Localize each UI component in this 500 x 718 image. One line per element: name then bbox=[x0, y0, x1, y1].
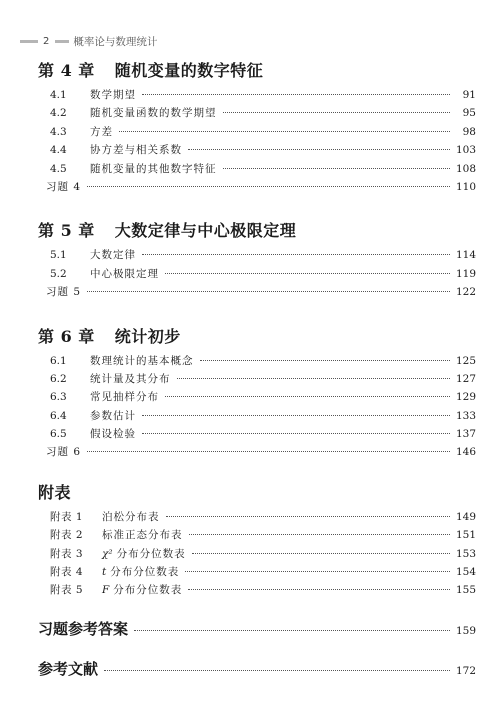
dot-leader bbox=[142, 254, 450, 255]
page-ref: 133 bbox=[455, 409, 476, 422]
section-title: 假设检验 bbox=[90, 428, 136, 441]
appendix-section bbox=[38, 478, 476, 600]
toc-entry[interactable] bbox=[38, 86, 476, 104]
toc-appendix-entry[interactable] bbox=[38, 563, 476, 581]
appendix-item-title: 分布分位数表 bbox=[110, 566, 180, 579]
distribution-symbol: t bbox=[102, 566, 107, 579]
toc-references-entry[interactable] bbox=[38, 652, 476, 686]
toc-entry[interactable] bbox=[38, 141, 476, 159]
section-number: 4.1 bbox=[50, 89, 67, 101]
chapter-4 bbox=[38, 56, 476, 196]
page-ref: 154 bbox=[455, 566, 476, 579]
page-ref: 108 bbox=[455, 162, 476, 175]
section-number: 6.2 bbox=[50, 372, 67, 385]
section-title: 大数定律 bbox=[90, 249, 136, 262]
chapter-title: 统计初步 bbox=[114, 326, 181, 346]
toc-entry[interactable] bbox=[38, 123, 476, 141]
appendix-item-title: 分布分位数表 bbox=[113, 584, 183, 597]
appendix-number: 附表 4 bbox=[50, 566, 84, 579]
dot-leader bbox=[185, 571, 450, 572]
section-number: 6.3 bbox=[50, 391, 67, 404]
section-title: 统计量及其分布 bbox=[90, 372, 171, 385]
appendix-number: 附表 5 bbox=[50, 584, 84, 597]
dot-leader bbox=[119, 131, 450, 132]
dot-leader bbox=[87, 291, 450, 292]
dot-leader bbox=[104, 670, 450, 671]
section-number: 4.5 bbox=[50, 162, 67, 175]
section-number: 4.2 bbox=[50, 107, 67, 120]
page-ref: 155 bbox=[455, 584, 476, 597]
toc-entry[interactable] bbox=[38, 370, 476, 388]
page-ref: 110 bbox=[455, 180, 476, 193]
page-ref: 119 bbox=[455, 267, 476, 280]
appendix-item-title: 标准正态分布表 bbox=[102, 529, 183, 542]
toc-entry[interactable] bbox=[38, 104, 476, 122]
chapter-number: 第 5 章 bbox=[38, 221, 95, 241]
page-ref: 172 bbox=[455, 664, 476, 677]
page-ref: 103 bbox=[455, 144, 476, 157]
page-ref: 98 bbox=[462, 125, 476, 138]
table-of-contents bbox=[38, 56, 476, 686]
section-title: 随机变量的其他数字特征 bbox=[90, 162, 217, 175]
page-ref: 125 bbox=[455, 354, 476, 367]
dot-leader bbox=[87, 451, 450, 452]
dot-leader bbox=[200, 360, 450, 361]
section-title: 中心极限定理 bbox=[90, 267, 159, 280]
toc-entry[interactable] bbox=[38, 425, 476, 443]
toc-entry[interactable] bbox=[38, 388, 476, 406]
chapter-title: 大数定律与中心极限定理 bbox=[114, 221, 297, 241]
page-ref: 146 bbox=[455, 446, 476, 459]
dot-leader bbox=[87, 186, 450, 187]
dot-leader bbox=[223, 112, 451, 113]
chapter-heading[interactable] bbox=[38, 56, 476, 86]
page-ref: 127 bbox=[455, 372, 476, 385]
dot-leader bbox=[165, 273, 450, 274]
toc-exercise-entry[interactable] bbox=[38, 178, 476, 196]
section-title: 数学期望 bbox=[90, 89, 136, 101]
chapter-title: 随机变量的数字特征 bbox=[114, 61, 264, 80]
dot-leader bbox=[165, 396, 450, 397]
section-number: 6.5 bbox=[50, 428, 67, 441]
toc-appendix-entry[interactable] bbox=[38, 508, 476, 526]
page-ref: 153 bbox=[455, 547, 476, 560]
page-ref: 91 bbox=[462, 89, 476, 101]
distribution-symbol: χ² bbox=[102, 547, 113, 560]
appendix-title: 附表 bbox=[38, 482, 72, 502]
toc-entry[interactable] bbox=[38, 352, 476, 370]
chapter-number: 第 6 章 bbox=[38, 326, 95, 346]
section-title: 常见抽样分布 bbox=[90, 391, 159, 404]
appendix-item-title: 泊松分布表 bbox=[102, 510, 160, 523]
toc-answers-entry[interactable] bbox=[38, 612, 476, 646]
answers-title: 习题参考答案 bbox=[38, 619, 129, 638]
header-rule-left bbox=[20, 40, 38, 43]
dot-leader bbox=[142, 415, 450, 416]
section-number: 5.1 bbox=[50, 249, 67, 262]
section-title: 参数估计 bbox=[90, 409, 136, 422]
page-number: 2 bbox=[43, 36, 50, 47]
page-ref: 159 bbox=[455, 624, 476, 637]
dot-leader bbox=[177, 378, 450, 379]
page-ref: 129 bbox=[455, 391, 476, 404]
toc-exercise-entry[interactable] bbox=[38, 443, 476, 461]
book-title: 概率论与数理统计 bbox=[73, 36, 158, 48]
dot-leader bbox=[192, 553, 450, 554]
section-number: 4.4 bbox=[50, 144, 67, 157]
appendix-number: 附表 1 bbox=[50, 510, 84, 523]
appendix-item-title: 分布分位数表 bbox=[116, 547, 186, 560]
section-title: 协方差与相关系数 bbox=[90, 144, 182, 157]
exercise-label: 习题 6 bbox=[46, 446, 82, 459]
page-ref: 122 bbox=[455, 286, 476, 299]
section-number: 5.2 bbox=[50, 267, 67, 280]
dot-leader bbox=[166, 516, 450, 517]
toc-appendix-entry[interactable] bbox=[38, 581, 476, 599]
exercise-label: 习题 4 bbox=[46, 180, 82, 193]
section-title: 随机变量函数的数学期望 bbox=[90, 107, 217, 120]
dot-leader bbox=[188, 589, 450, 590]
dot-leader bbox=[223, 168, 450, 169]
exercise-label: 习题 5 bbox=[46, 286, 82, 299]
header-rule-right bbox=[55, 40, 69, 43]
page-ref: 114 bbox=[455, 249, 476, 262]
toc-appendix-entry[interactable] bbox=[38, 545, 476, 563]
page-ref: 137 bbox=[455, 428, 476, 441]
appendix-heading[interactable] bbox=[38, 478, 476, 508]
dot-leader bbox=[189, 534, 450, 535]
page-ref: 151 bbox=[455, 529, 476, 542]
references-title: 参考文献 bbox=[38, 659, 99, 678]
page-ref: 149 bbox=[455, 510, 476, 523]
toc-entry[interactable] bbox=[38, 265, 476, 283]
section-title: 数理统计的基本概念 bbox=[90, 354, 194, 367]
toc-entry[interactable] bbox=[38, 246, 476, 264]
distribution-symbol: F bbox=[102, 584, 110, 597]
appendix-number: 附表 2 bbox=[50, 529, 84, 542]
chapter-number: 第 4 章 bbox=[38, 61, 95, 80]
toc-exercise-entry[interactable] bbox=[38, 283, 476, 301]
chapter-heading[interactable] bbox=[38, 322, 476, 352]
toc-entry[interactable] bbox=[38, 407, 476, 425]
section-number: 6.1 bbox=[50, 354, 67, 367]
section-number: 6.4 bbox=[50, 409, 67, 422]
section-number: 4.3 bbox=[50, 125, 67, 138]
section-title: 方差 bbox=[90, 125, 113, 138]
running-header bbox=[20, 34, 157, 49]
chapter-6 bbox=[38, 322, 476, 462]
appendix-number: 附表 3 bbox=[50, 547, 84, 560]
dot-leader bbox=[188, 149, 450, 150]
chapter-heading[interactable] bbox=[38, 216, 476, 246]
dot-leader bbox=[142, 433, 450, 434]
toc-entry[interactable] bbox=[38, 160, 476, 178]
chapter-5 bbox=[38, 216, 476, 301]
dot-leader bbox=[134, 630, 450, 631]
dot-leader bbox=[142, 94, 450, 95]
toc-appendix-entry[interactable] bbox=[38, 526, 476, 544]
page-ref: 95 bbox=[462, 107, 476, 120]
